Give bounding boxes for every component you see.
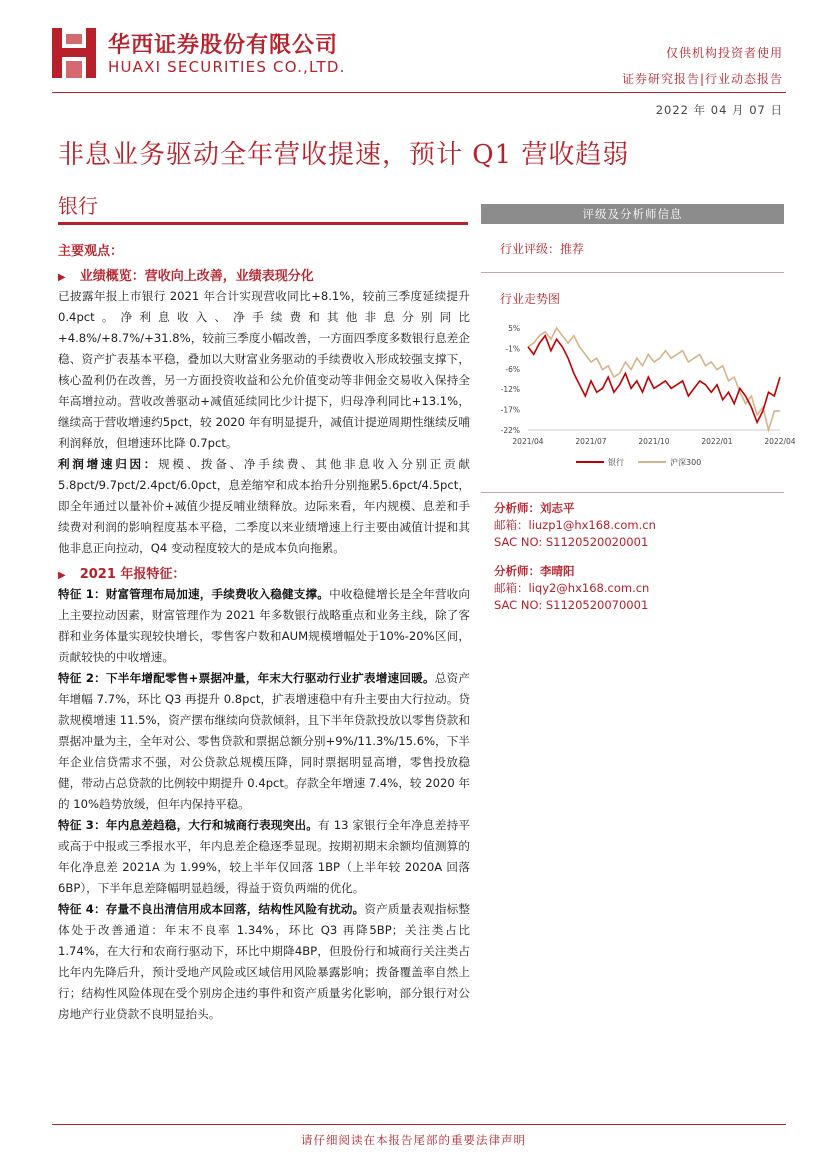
feature-3-head: 特征 3：年内息差趋稳，大行和城商行表现突出。 [58,818,319,832]
feature-4-head: 特征 4：存量不良出清信用成本回落，结构性风险有扰动。 [58,902,365,916]
x-tick-label: 2022/01 [701,437,733,446]
analyst-block-2 [494,563,649,614]
series-line-index [528,328,780,430]
sidebar-divider [481,492,784,493]
analyst-sac: SAC NO: S1120520020001 [494,535,649,549]
analyst-sac: SAC NO: S1120520070001 [494,598,649,612]
industry-rating: 行业评级：推荐 [500,242,585,256]
legal-notice: 请仔细阅读在本报告尾部的重要法律声明 [301,1133,526,1147]
feature-1 [58,584,470,668]
report-type: 证券研究报告|行业动态报告 [621,72,783,86]
company-name-en: HUAXI SECURITIES CO.,LTD. [108,58,346,76]
feature-2 [58,668,470,815]
feature-3-body: 有 13 家银行全年净息差持平或高于中报或三季报水平，年内息差企稳逐季显现。按期初期末余额均值测算的年化净息差 2021A 为 1.99%，较上半年仅回落 1BP（上半年较 2020A 回落 6BP），下半年息差降幅明显趋缓，得益于资负两端的优化。 [58,818,471,895]
rating-panel-header: 评级及分析师信息 [481,204,784,224]
x-tick-label: 2022/04 [764,437,796,446]
y-tick-label: -6% [505,364,520,374]
paragraph-2-head: 利润增速归因： [58,457,159,471]
feature-3 [58,815,470,899]
bullet-heading-1-text: 业绩概览：营收向上改善，业绩表现分化 [79,269,314,284]
header-divider [52,92,786,93]
huaxi-logo-icon [52,28,96,78]
analyst-email: 邮箱：liuzp1@hx168.com.cn [494,518,656,532]
y-tick-label: -1% [505,344,520,354]
analyst-email: 邮箱：liqy2@hx168.com.cn [494,581,650,595]
analyst-name: 分析师：李晴阳 [494,564,575,578]
feature-4 [58,899,470,1025]
industry-trend-chart [496,318,796,478]
report-title: 非息业务驱动全年营收提速，预计 Q1 营收趋弱 [58,140,630,170]
report-date: 2022 年 04 月 07 日 [655,103,783,117]
section-heading: 主要观点： [58,244,124,259]
bullet-heading-2 [58,563,470,582]
x-tick-label: 2021/04 [512,437,544,446]
paragraph-1: 已披露年报上市银行 2021 年合计实现营收同比+8.1%，较前三季度延续提升 0.4pct。净利息收入、净手续费和其他非息分别同比+4.8%/+8.7%/+31.8%，较前三季度小幅改善，一方面四季度多数银行息差企稳、资产扩表基本平稳，叠加以大财富业务驱动的手续费收入形成较强支撑下，核心盈利仍在改善，另一方面投资收益和公允价值变动等非佣金交易收入保持全年高增拉动。营收改善驱动+减值延续同比少计提下，归母净利同比+13.1%，继续高于营收增速约5pct，较 2020 年有明显提升，减值计提逆周期性继续反哺利润释放，但增速环比降 0.7pct。 [58,289,470,450]
analyst-block-1 [494,500,656,551]
x-tick-label: 2021/10 [638,437,670,446]
sector-label: 银行 [58,194,98,218]
sector-divider [58,222,468,225]
y-tick-label: -22% [500,426,520,435]
bullet-heading-2-text: 2021 年报特征： [79,567,186,582]
feature-1-body: 中收稳健增长是全年营收向上主要拉动因素，财富管理作为 2021 年多数银行战略重点和业务主线，除了客群和业务体量实现较快增长，零售客户数和AUM规模增幅处于10%-20%区间，贡献较快的中收增速。 [58,587,470,664]
paragraph-2 [58,454,470,559]
feature-2-body: 总资产年增幅 7.7%，环比 Q3 再提升 0.8pct，扩表增速稳中有升主要由大行拉动。贷款规模增速 11.5%，资产摆布继续向贷款倾斜，且下半年贷款投放以零售贷款和票据冲量为主，全年对公、零售贷款和票据总额分别+9%/11.3%/15.6%，下半年企业信贷需求不强，对公贷款总规模压降，同时票据明显高增，零售投放稳健，带动占总贷款的比例较中期提升 0.4pct。存款全年增速 7.4%，较 2020 年的 10%趋势放缓，但年内保持平稳。 [58,671,470,811]
feature-2-head: 特征 2：下半年增配零售+票据冲量，年末大行驱动行业扩表增速回暖。 [58,671,435,685]
x-tick-label: 2021/07 [575,437,607,446]
company-name-cn: 华西证券股份有限公司 [108,32,339,58]
chart-title: 行业走势图 [500,292,561,306]
series-line-bank [528,336,780,423]
analyst-name: 分析师：刘志平 [494,501,575,515]
main-content [58,240,470,1025]
feature-4-body: 资产质量表观指标整体处于改善通道：年末不良率 1.34%，环比 Q3 再降5BP；关注类占比 1.74%，在大行和农商行驱动下，环比中期降4BP，但股份行和城商行关注类占比年内先降后升，预计受地产风险或区域信用风险暴露影响；拨备覆盖率自然上行；结构性风险体现在受个别房企违约事件和资产质量劣化影响，部分银行对公房地产行业贷款不良明显抬头。 [58,902,470,1021]
triangle-bullet-icon: ▶ [58,272,66,283]
legend-label-bank: 银行 [608,458,624,467]
sidebar-divider [481,272,784,273]
legend-label-index: 沪深300 [670,458,702,467]
paragraph-2-body: 规模、拨备、净手续费、其他非息收入分别正贡献5.8pct/9.7pct/2.4pct/6.0pct，息差缩窄和成本抬升分别拖累5.6pct/4.5pct，即全年通过以量补价+减值少提反哺业绩释放。边际来看，年内规模、息差和手续费对利润的影响程度基本平稳，二季度以来业绩增速上行主要由减值计提和其他非息正向拉动，Q4 变动程度较大的是成本负向拖累。 [58,457,470,555]
y-tick-label: -17% [500,405,520,415]
audience-note: 仅供机构投资者使用 [665,46,783,60]
bullet-heading-1 [58,265,470,284]
feature-1-head: 特征 1：财富管理布局加速，手续费收入稳健支撑。 [58,587,330,601]
triangle-bullet-icon: ▶ [58,570,66,581]
y-tick-label: -12% [500,385,520,395]
y-tick-label: 5% [508,324,520,333]
footer-divider [52,1124,786,1125]
